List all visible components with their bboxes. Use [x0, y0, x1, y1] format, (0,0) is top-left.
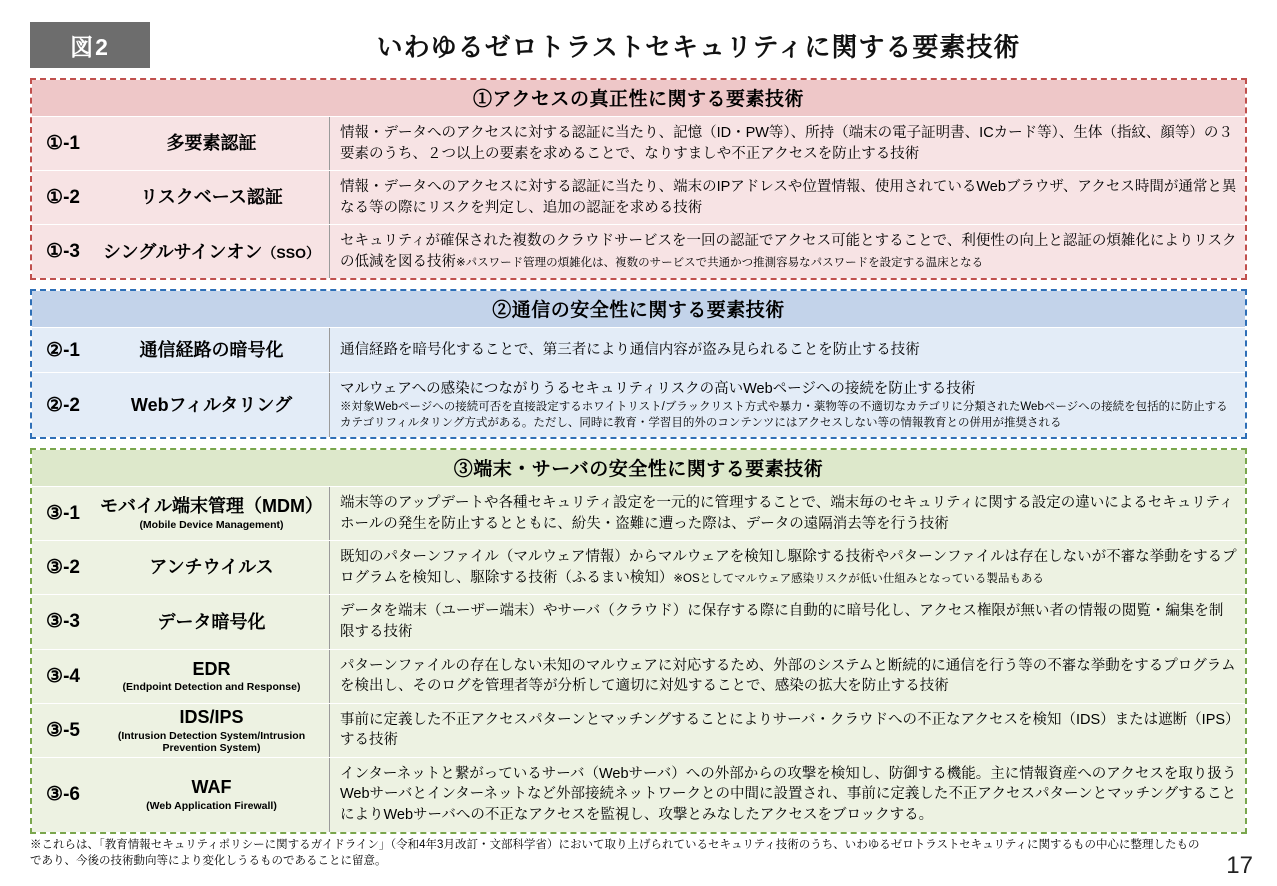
- row-name: [94, 704, 329, 757]
- table-row: [32, 224, 1245, 278]
- row-description: [329, 117, 1245, 170]
- row-number: ①-3: [46, 241, 80, 263]
- row-description-note: ※OSとしてマルウェア感染リスクが低い仕組みとなっている製品もある: [673, 572, 1044, 585]
- row-number: ③-1: [46, 503, 80, 525]
- section-rows: [32, 486, 1245, 832]
- table-row: [32, 594, 1245, 648]
- row-description-text: 端末等のアップデートや各種セキュリティ設定を一元的に管理することで、端末毎のセキュリティに関する設定の違いによるセキュリティホールの発生を防止するとともに、紛失・盗難に遭った際は、データの遠隔消去等を行う技術: [340, 495, 1234, 532]
- row-name-sub: (Endpoint Detection and Response): [122, 681, 301, 694]
- row-description-text: 通信経路を暗号化することで、第三者により通信内容が盗み見られることを防止する技術: [340, 342, 920, 359]
- row-name-line: [103, 242, 320, 263]
- table-row: [32, 486, 1245, 540]
- table-row: [32, 757, 1245, 832]
- page-number: 17: [1226, 852, 1253, 879]
- section-access-authenticity: [30, 78, 1247, 280]
- section-title: ②通信の安全性に関する要素技術: [32, 291, 1245, 327]
- row-description-text: [340, 231, 1237, 272]
- row-name-sub: (Mobile Device Management): [139, 518, 284, 531]
- row-description-note: ※対象Webページへの接続可否を直接設定するホワイトリスト/ブラックリスト方式や暴力・薬物等の不適切なカテゴリに分類されたWebページへの接続を包括的に防止するカテゴリフィルタリング方式がある。ただし、同時に教育・学習目的外のコンテンツにはアクセスしない等の情報教育との併用が推奨される: [340, 401, 1228, 429]
- table-row: [32, 372, 1245, 437]
- row-name: [94, 171, 329, 224]
- row-name-main: IDS/IPS: [179, 706, 244, 727]
- row-name-main: EDR: [192, 658, 231, 679]
- row-name-main: 通信経路の暗号化: [139, 340, 284, 361]
- table-row: [32, 116, 1245, 170]
- row-number: ③-6: [46, 784, 80, 806]
- row-description: [329, 704, 1245, 757]
- row-description-text: 情報・データへのアクセスに対する認証に当たり、記憶（ID・PW等）、所持（端末の電子証明書、ICカード等）、生体（指紋、顔等）の３要素のうち、２つ以上の要素を求めることで、なりすましや不正アクセスを防止する技術: [340, 125, 1233, 162]
- row-description-main: マルウェアへの感染につながりうるセキュリティリスクの高いWebページへの接続を防止する技術: [340, 381, 976, 398]
- table-row: [32, 327, 1245, 372]
- row-name-main: WAF: [191, 777, 232, 798]
- row-name-main: データ暗号化: [157, 611, 266, 632]
- row-number: ③-2: [46, 557, 80, 579]
- row-number: ②-2: [46, 394, 80, 416]
- row-description: [329, 373, 1245, 437]
- row-name-sub: (Intrusion Detection System/Intrusion Prevention System): [117, 729, 306, 754]
- footnote: ※これらは、「教育情報セキュリティポリシーに関するガイドライン」（令和4年3月改訂・文部科学省）において取り上げられているセキュリティ技術のうち、いわゆるゼロトラストセキュリティに関するもの中心に整理したものであり、今後の技術動向等により変化しうるものであることに留意。: [30, 838, 1200, 868]
- row-description: [329, 650, 1245, 703]
- section-title: ①アクセスの真正性に関する要素技術: [32, 80, 1245, 116]
- figure-badge: 図2: [30, 22, 150, 68]
- row-name-main: Webフィルタリング: [130, 394, 293, 415]
- row-name-main: アンチウイルス: [149, 557, 274, 578]
- row-name-sub: (Web Application Firewall): [146, 800, 277, 813]
- row-description-text: 情報・データへのアクセスに対する認証に当たり、端末のIPアドレスや位置情報、使用されているWebブラウザ、アクセス時間が通常と異なる等の際にリスクを判定し、追加の認証を求める技術: [340, 179, 1237, 216]
- row-number: ②-1: [46, 339, 80, 361]
- row-description-text: パターンファイルの存在しない未知のマルウェアに対応するため、外部のシステムと断続的に通信を行う等の不審な挙動をするプログラムを検出し、そのログを管理者等が分析して適切に対処することで、感染の拡大を防止する技術: [340, 657, 1236, 695]
- row-name: [94, 541, 329, 594]
- row-number: ③-3: [46, 611, 80, 633]
- row-name: [94, 373, 329, 437]
- row-number: ③-4: [46, 665, 80, 687]
- row-description-text: [340, 547, 1237, 588]
- slide-header: [30, 22, 1247, 68]
- row-name: [94, 650, 329, 703]
- table-row: [32, 703, 1245, 757]
- row-name-abbrev: （SSO）: [262, 244, 320, 261]
- row-name: [94, 487, 329, 540]
- section-title: ③端末・サーバの安全性に関する要素技術: [32, 450, 1245, 486]
- row-number: ③-5: [46, 719, 80, 741]
- row-name-main: シングルサインオン: [103, 241, 263, 262]
- row-description-note: ※パスワード管理の煩雑化は、複数のサービスで共通かつ推測容易なパスワードを設定する温床となる: [456, 256, 984, 269]
- row-name: [94, 225, 329, 278]
- row-description-text: データを端末（ユーザー端末）やサーバ（クラウド）に保存する際に自動的に暗号化し、アクセス権限が無い者の情報の閲覧・編集を制限する技術: [340, 603, 1224, 640]
- page-title: いわゆるゼロトラストセキュリティに関する要素技術: [376, 31, 1021, 62]
- row-name-main: 多要素認証: [166, 133, 257, 154]
- row-name: [94, 758, 329, 832]
- row-name-main: モバイル端末管理（MDM）: [100, 496, 323, 517]
- row-description-main: 既知のパターンファイル（マルウェア情報）からマルウェアを検知し駆除する技術やパターンファイルは存在しないが不審な挙動をするプログラムを検知し、駆除する技術（ふるまい検知）: [340, 549, 1237, 586]
- row-description: [329, 595, 1245, 648]
- table-row: [32, 540, 1245, 594]
- row-description: [329, 541, 1245, 594]
- row-name: [94, 595, 329, 648]
- table-row: [32, 649, 1245, 703]
- row-description-text: インターネットと繋がっているサーバ（Webサーバ）への外部からの攻撃を検知し、防御する機能。主に情報資産へのアクセスを取り扱うWebサーバとインターネットなど外部接続ネットワークとの中間に設置され、事前に定義した不正アクセスパターンとマッチングすることによりWebサーバへの不正なアクセスを監視し、攻撃とみなしたアクセスをブロックする。: [340, 765, 1237, 824]
- row-description: [329, 487, 1245, 540]
- section-endpoint-server-safety: [30, 448, 1247, 834]
- row-description-main: セキュリティが確保された複数のクラウドサービスを一回の認証でアクセス可能とすることで、利便性の向上と認証の煩雑化によりリスクの低減を図る技術: [340, 233, 1237, 270]
- section-communication-safety: [30, 289, 1247, 439]
- row-name: [94, 117, 329, 170]
- row-description: [329, 171, 1245, 224]
- row-description: [329, 225, 1245, 278]
- row-description-text: 事前に定義した不正アクセスパターンとマッチングすることによりサーバ・クラウドへの不正なアクセスを検知（IDS）または遮断（IPS）する技術: [340, 711, 1233, 749]
- row-number: ①-2: [46, 187, 80, 209]
- row-name: [94, 328, 329, 372]
- table-row: [32, 170, 1245, 224]
- section-rows: [32, 116, 1245, 278]
- row-name-main: リスクベース認証: [140, 187, 283, 208]
- row-number: ①-1: [46, 133, 80, 155]
- row-description: [329, 758, 1245, 832]
- section-rows: [32, 327, 1245, 437]
- row-description: [329, 328, 1245, 372]
